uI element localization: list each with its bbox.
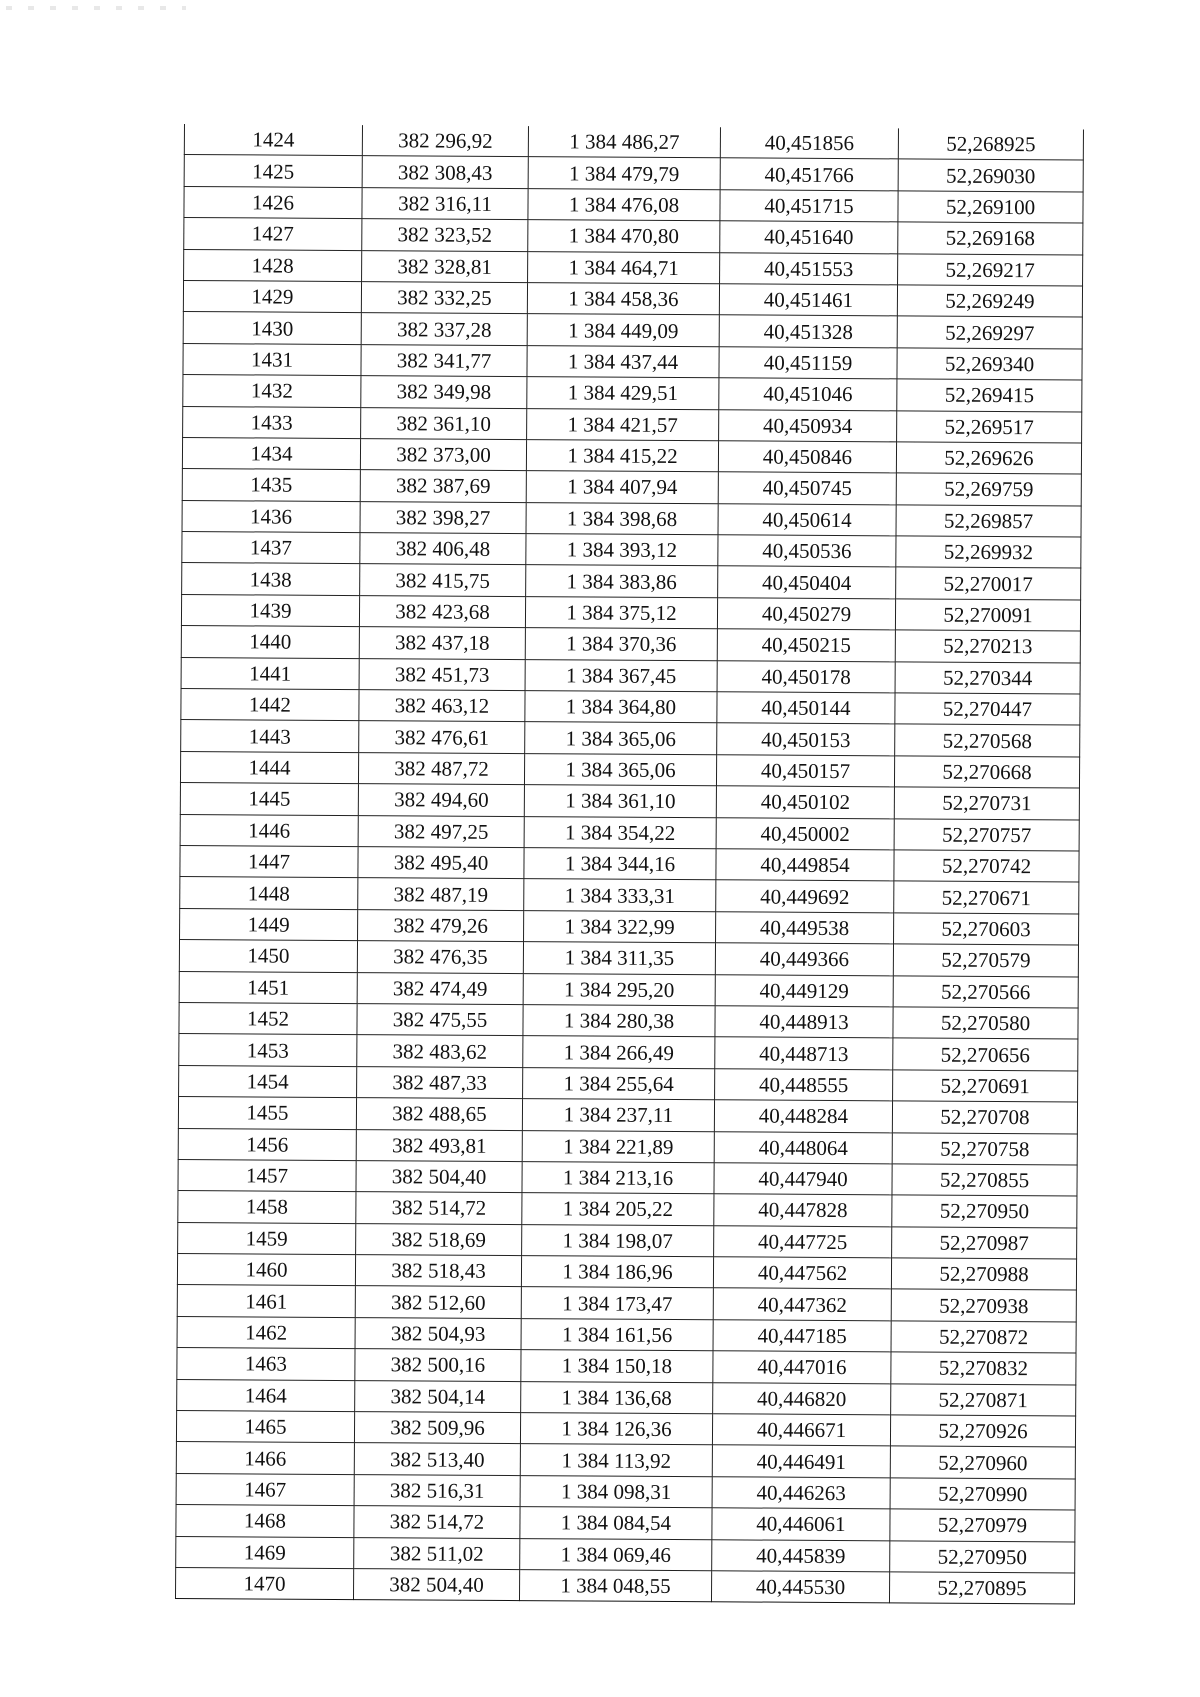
latitude-cell: 40,451328 [719, 315, 897, 347]
y-coordinate-cell: 1 384 198,07 [522, 1224, 714, 1257]
point-number-cell: 1454 [179, 1065, 357, 1097]
y-coordinate-cell: 1 384 213,16 [522, 1161, 714, 1194]
longitude-cell: 52,270926 [890, 1415, 1075, 1448]
x-coordinate-cell: 382 476,61 [359, 721, 525, 753]
latitude-cell: 40,449366 [715, 943, 893, 975]
latitude-cell: 40,450178 [717, 660, 895, 692]
latitude-cell: 40,445530 [711, 1571, 889, 1603]
x-coordinate-cell: 382 516,31 [354, 1474, 520, 1506]
point-number-cell: 1456 [178, 1128, 356, 1160]
x-coordinate-cell: 382 323,52 [362, 219, 528, 251]
y-coordinate-cell: 1 384 367,45 [525, 659, 717, 692]
x-coordinate-cell: 382 398,27 [360, 501, 526, 533]
y-coordinate-cell: 1 384 048,55 [519, 1570, 711, 1603]
y-coordinate-cell: 1 384 479,79 [528, 157, 720, 190]
y-coordinate-cell: 1 384 084,54 [520, 1507, 712, 1540]
y-coordinate-cell: 1 384 354,22 [524, 816, 716, 849]
latitude-cell: 40,451856 [720, 127, 898, 159]
x-coordinate-cell: 382 494,60 [358, 784, 524, 816]
x-coordinate-cell: 382 504,14 [355, 1380, 521, 1412]
y-coordinate-cell: 1 384 437,44 [527, 345, 719, 378]
latitude-cell: 40,448713 [715, 1037, 893, 1069]
y-coordinate-cell: 1 384 383,86 [526, 565, 718, 598]
latitude-cell: 40,450215 [717, 629, 895, 661]
x-coordinate-cell: 382 476,35 [357, 941, 523, 973]
longitude-cell: 52,270960 [890, 1446, 1075, 1479]
longitude-cell: 52,270872 [891, 1321, 1076, 1354]
y-coordinate-cell: 1 384 113,92 [520, 1444, 712, 1477]
latitude-cell: 40,446491 [712, 1445, 890, 1477]
latitude-cell: 40,446061 [712, 1508, 890, 1540]
point-number-cell: 1466 [176, 1442, 354, 1474]
y-coordinate-cell: 1 384 429,51 [527, 377, 719, 410]
coordinates-table-body [175, 124, 1083, 1604]
y-coordinate-cell: 1 384 344,16 [524, 848, 716, 881]
longitude-cell: 52,269297 [897, 316, 1082, 349]
longitude-cell: 52,270979 [890, 1509, 1075, 1542]
latitude-cell: 40,450846 [718, 441, 896, 473]
x-coordinate-cell: 382 487,72 [358, 752, 524, 784]
longitude-cell: 52,270708 [892, 1101, 1077, 1134]
latitude-cell: 40,450614 [718, 503, 896, 535]
y-coordinate-cell: 1 384 375,12 [525, 596, 717, 629]
y-coordinate-cell: 1 384 221,89 [522, 1130, 714, 1163]
latitude-cell: 40,450144 [717, 692, 895, 724]
latitude-cell: 40,447828 [714, 1194, 892, 1226]
x-coordinate-cell: 382 511,02 [354, 1537, 520, 1569]
point-number-cell: 1453 [179, 1034, 357, 1066]
latitude-cell: 40,445839 [712, 1539, 890, 1571]
x-coordinate-cell: 382 341,77 [361, 344, 527, 376]
latitude-cell: 40,450153 [717, 723, 895, 755]
longitude-cell: 52,270938 [891, 1289, 1076, 1322]
point-number-cell: 1465 [176, 1410, 354, 1442]
latitude-cell: 40,451046 [719, 378, 897, 410]
longitude-cell: 52,269168 [898, 222, 1083, 255]
point-number-cell: 1434 [182, 437, 360, 469]
x-coordinate-cell: 382 332,25 [361, 282, 527, 314]
table-row [175, 1567, 1074, 1604]
y-coordinate-cell: 1 384 464,71 [528, 251, 720, 284]
point-number-cell: 1451 [179, 971, 357, 1003]
latitude-cell: 40,450404 [718, 566, 896, 598]
x-coordinate-cell: 382 488,65 [356, 1098, 522, 1130]
longitude-cell: 52,270757 [894, 818, 1079, 851]
latitude-cell: 40,446820 [713, 1382, 891, 1414]
latitude-cell: 40,451640 [720, 221, 898, 253]
point-number-cell: 1440 [181, 626, 359, 658]
point-number-cell: 1461 [177, 1285, 355, 1317]
point-number-cell: 1446 [180, 814, 358, 846]
longitude-cell: 52,270671 [894, 881, 1079, 914]
latitude-cell: 40,447016 [713, 1351, 891, 1383]
latitude-cell: 40,450157 [716, 755, 894, 787]
x-coordinate-cell: 382 451,73 [359, 658, 525, 690]
latitude-cell: 40,449854 [716, 849, 894, 881]
point-number-cell: 1429 [183, 280, 361, 312]
longitude-cell: 52,270656 [893, 1038, 1078, 1071]
y-coordinate-cell: 1 384 161,56 [521, 1318, 713, 1351]
y-coordinate-cell: 1 384 136,68 [521, 1381, 713, 1414]
latitude-cell: 40,450102 [716, 786, 894, 818]
longitude-cell: 52,269217 [898, 253, 1083, 286]
latitude-cell: 40,451766 [720, 158, 898, 190]
point-number-cell: 1444 [180, 751, 358, 783]
latitude-cell: 40,447940 [714, 1163, 892, 1195]
x-coordinate-cell: 382 504,93 [355, 1317, 521, 1349]
x-coordinate-cell: 382 406,48 [360, 533, 526, 565]
y-coordinate-cell: 1 384 280,38 [523, 1005, 715, 1038]
latitude-cell: 40,450745 [718, 472, 896, 504]
y-coordinate-cell: 1 384 266,49 [523, 1036, 715, 1069]
longitude-cell: 52,270950 [892, 1195, 1077, 1228]
x-coordinate-cell: 382 518,69 [356, 1223, 522, 1255]
longitude-cell: 52,270691 [893, 1070, 1078, 1103]
latitude-cell: 40,448284 [714, 1100, 892, 1132]
x-coordinate-cell: 382 509,96 [354, 1412, 520, 1444]
y-coordinate-cell: 1 384 421,57 [527, 408, 719, 441]
longitude-cell: 52,269100 [898, 191, 1083, 224]
x-coordinate-cell: 382 415,75 [360, 564, 526, 596]
x-coordinate-cell: 382 373,00 [360, 438, 526, 470]
longitude-cell: 52,269626 [896, 442, 1081, 475]
y-coordinate-cell: 1 384 407,94 [526, 471, 718, 504]
longitude-cell: 52,268925 [898, 128, 1083, 160]
x-coordinate-cell: 382 361,10 [361, 407, 527, 439]
longitude-cell: 52,269517 [897, 410, 1082, 443]
point-number-cell: 1437 [182, 532, 360, 564]
longitude-cell: 52,270832 [891, 1352, 1076, 1385]
latitude-cell: 40,446671 [712, 1414, 890, 1446]
coordinates-table [175, 124, 1084, 1605]
latitude-cell: 40,451159 [719, 347, 897, 379]
longitude-cell: 52,270855 [892, 1164, 1077, 1197]
longitude-cell: 52,270566 [893, 975, 1078, 1008]
point-number-cell: 1469 [176, 1536, 354, 1568]
longitude-cell: 52,269415 [897, 379, 1082, 412]
point-number-cell: 1435 [182, 469, 360, 501]
x-coordinate-cell: 382 487,19 [358, 878, 524, 910]
x-coordinate-cell: 382 479,26 [358, 909, 524, 941]
longitude-cell: 52,270344 [895, 661, 1080, 694]
x-coordinate-cell: 382 308,43 [362, 156, 528, 188]
x-coordinate-cell: 382 487,33 [357, 1066, 523, 1098]
x-coordinate-cell: 382 387,69 [360, 470, 526, 502]
latitude-cell: 40,450279 [717, 598, 895, 630]
y-coordinate-cell: 1 384 449,09 [527, 314, 719, 347]
x-coordinate-cell: 382 475,55 [357, 1004, 523, 1036]
latitude-cell: 40,450536 [718, 535, 896, 567]
longitude-cell: 52,270990 [890, 1478, 1075, 1511]
x-coordinate-cell: 382 500,16 [355, 1349, 521, 1381]
latitude-cell: 40,451553 [720, 252, 898, 284]
y-coordinate-cell: 1 384 458,36 [527, 283, 719, 316]
point-number-cell: 1427 [184, 218, 362, 250]
y-coordinate-cell: 1 384 255,64 [523, 1067, 715, 1100]
longitude-cell: 52,270447 [895, 693, 1080, 726]
point-number-cell: 1470 [175, 1567, 353, 1599]
y-coordinate-cell: 1 384 393,12 [526, 534, 718, 567]
longitude-cell: 52,270091 [895, 599, 1080, 632]
point-number-cell: 1447 [180, 845, 358, 877]
y-coordinate-cell: 1 384 470,80 [528, 220, 720, 253]
y-coordinate-cell: 1 384 126,36 [520, 1413, 712, 1446]
longitude-cell: 52,270988 [891, 1258, 1076, 1291]
y-coordinate-cell: 1 384 311,35 [523, 942, 715, 975]
x-coordinate-cell: 382 514,72 [354, 1506, 520, 1538]
latitude-cell: 40,448555 [715, 1068, 893, 1100]
x-coordinate-cell: 382 437,18 [359, 627, 525, 659]
point-number-cell: 1436 [182, 500, 360, 532]
latitude-cell: 40,449538 [716, 912, 894, 944]
latitude-cell: 40,450934 [719, 409, 897, 441]
longitude-cell: 52,269932 [896, 536, 1081, 569]
point-number-cell: 1430 [183, 312, 361, 344]
longitude-cell: 52,270668 [894, 756, 1079, 789]
longitude-cell: 52,270950 [890, 1540, 1075, 1573]
latitude-cell: 40,447562 [713, 1257, 891, 1289]
point-number-cell: 1458 [178, 1191, 356, 1223]
point-number-cell: 1443 [181, 720, 359, 752]
point-number-cell: 1450 [179, 940, 357, 972]
x-coordinate-cell: 382 483,62 [357, 1035, 523, 1067]
point-number-cell: 1468 [176, 1505, 354, 1537]
latitude-cell: 40,450002 [716, 817, 894, 849]
y-coordinate-cell: 1 384 370,36 [525, 628, 717, 661]
longitude-cell: 52,270568 [895, 724, 1080, 757]
longitude-cell: 52,270987 [892, 1227, 1077, 1260]
longitude-cell: 52,270871 [891, 1383, 1076, 1416]
longitude-cell: 52,270017 [896, 567, 1081, 600]
longitude-cell: 52,269030 [898, 159, 1083, 192]
point-number-cell: 1459 [178, 1222, 356, 1254]
point-number-cell: 1426 [184, 186, 362, 218]
y-coordinate-cell: 1 384 365,06 [525, 722, 717, 755]
point-number-cell: 1448 [180, 877, 358, 909]
x-coordinate-cell: 382 463,12 [359, 690, 525, 722]
point-number-cell: 1432 [183, 375, 361, 407]
point-number-cell: 1442 [181, 689, 359, 721]
y-coordinate-cell: 1 384 186,96 [521, 1256, 713, 1289]
y-coordinate-cell: 1 384 365,06 [524, 753, 716, 786]
y-coordinate-cell: 1 384 415,22 [526, 440, 718, 473]
x-coordinate-cell: 382 349,98 [361, 376, 527, 408]
latitude-cell: 40,448064 [714, 1131, 892, 1163]
x-coordinate-cell: 382 513,40 [354, 1443, 520, 1475]
point-number-cell: 1425 [184, 155, 362, 187]
x-coordinate-cell: 382 518,43 [355, 1255, 521, 1287]
point-number-cell: 1439 [181, 594, 359, 626]
x-coordinate-cell: 382 497,25 [358, 815, 524, 847]
point-number-cell: 1467 [176, 1473, 354, 1505]
point-number-cell: 1462 [177, 1316, 355, 1348]
latitude-cell: 40,451715 [720, 190, 898, 222]
point-number-cell: 1445 [180, 783, 358, 815]
longitude-cell: 52,270579 [893, 944, 1078, 977]
point-number-cell: 1428 [184, 249, 362, 281]
latitude-cell: 40,447362 [713, 1288, 891, 1320]
point-number-cell: 1457 [178, 1159, 356, 1191]
y-coordinate-cell: 1 384 398,68 [526, 502, 718, 535]
y-coordinate-cell: 1 384 295,20 [523, 973, 715, 1006]
x-coordinate-cell: 382 504,40 [353, 1569, 519, 1601]
longitude-cell: 52,269857 [896, 505, 1081, 538]
x-coordinate-cell: 382 504,40 [356, 1160, 522, 1192]
point-number-cell: 1460 [177, 1254, 355, 1286]
latitude-cell: 40,449692 [716, 880, 894, 912]
point-number-cell: 1424 [184, 124, 362, 156]
latitude-cell: 40,447185 [713, 1320, 891, 1352]
y-coordinate-cell: 1 384 476,08 [528, 188, 720, 221]
x-coordinate-cell: 382 474,49 [357, 972, 523, 1004]
y-coordinate-cell: 1 384 098,31 [520, 1475, 712, 1508]
point-number-cell: 1452 [179, 1002, 357, 1034]
y-coordinate-cell: 1 384 486,27 [528, 126, 720, 158]
x-coordinate-cell: 382 296,92 [362, 125, 528, 157]
point-number-cell: 1433 [183, 406, 361, 438]
x-coordinate-cell: 382 495,40 [358, 847, 524, 879]
longitude-cell: 52,270895 [889, 1572, 1074, 1605]
y-coordinate-cell: 1 384 361,10 [524, 785, 716, 818]
longitude-cell: 52,270742 [894, 850, 1079, 883]
latitude-cell: 40,448913 [715, 1006, 893, 1038]
longitude-cell: 52,269759 [896, 473, 1081, 506]
y-coordinate-cell: 1 384 069,46 [520, 1538, 712, 1571]
x-coordinate-cell: 382 328,81 [362, 250, 528, 282]
y-coordinate-cell: 1 384 322,99 [524, 910, 716, 943]
x-coordinate-cell: 382 337,28 [361, 313, 527, 345]
longitude-cell: 52,270603 [894, 913, 1079, 946]
x-coordinate-cell: 382 493,81 [356, 1129, 522, 1161]
longitude-cell: 52,270731 [894, 787, 1079, 820]
latitude-cell: 40,451461 [719, 284, 897, 316]
point-number-cell: 1441 [181, 657, 359, 689]
point-number-cell: 1438 [182, 563, 360, 595]
y-coordinate-cell: 1 384 173,47 [521, 1287, 713, 1320]
x-coordinate-cell: 382 512,60 [355, 1286, 521, 1318]
y-coordinate-cell: 1 384 150,18 [521, 1350, 713, 1383]
latitude-cell: 40,446263 [712, 1477, 890, 1509]
longitude-cell: 52,270758 [892, 1132, 1077, 1165]
point-number-cell: 1464 [177, 1379, 355, 1411]
point-number-cell: 1455 [178, 1097, 356, 1129]
longitude-cell: 52,269249 [897, 285, 1082, 318]
point-number-cell: 1431 [183, 343, 361, 375]
y-coordinate-cell: 1 384 205,22 [522, 1193, 714, 1226]
y-coordinate-cell: 1 384 364,80 [525, 691, 717, 724]
y-coordinate-cell: 1 384 333,31 [524, 879, 716, 912]
y-coordinate-cell: 1 384 237,11 [522, 1099, 714, 1132]
point-number-cell: 1463 [177, 1348, 355, 1380]
latitude-cell: 40,447725 [714, 1225, 892, 1257]
x-coordinate-cell: 382 316,11 [362, 187, 528, 219]
longitude-cell: 52,270580 [893, 1007, 1078, 1040]
point-number-cell: 1449 [180, 908, 358, 940]
x-coordinate-cell: 382 514,72 [356, 1192, 522, 1224]
longitude-cell: 52,270213 [895, 630, 1080, 663]
latitude-cell: 40,449129 [715, 974, 893, 1006]
scan-speck [6, 6, 186, 10]
x-coordinate-cell: 382 423,68 [359, 595, 525, 627]
longitude-cell: 52,269340 [897, 348, 1082, 381]
